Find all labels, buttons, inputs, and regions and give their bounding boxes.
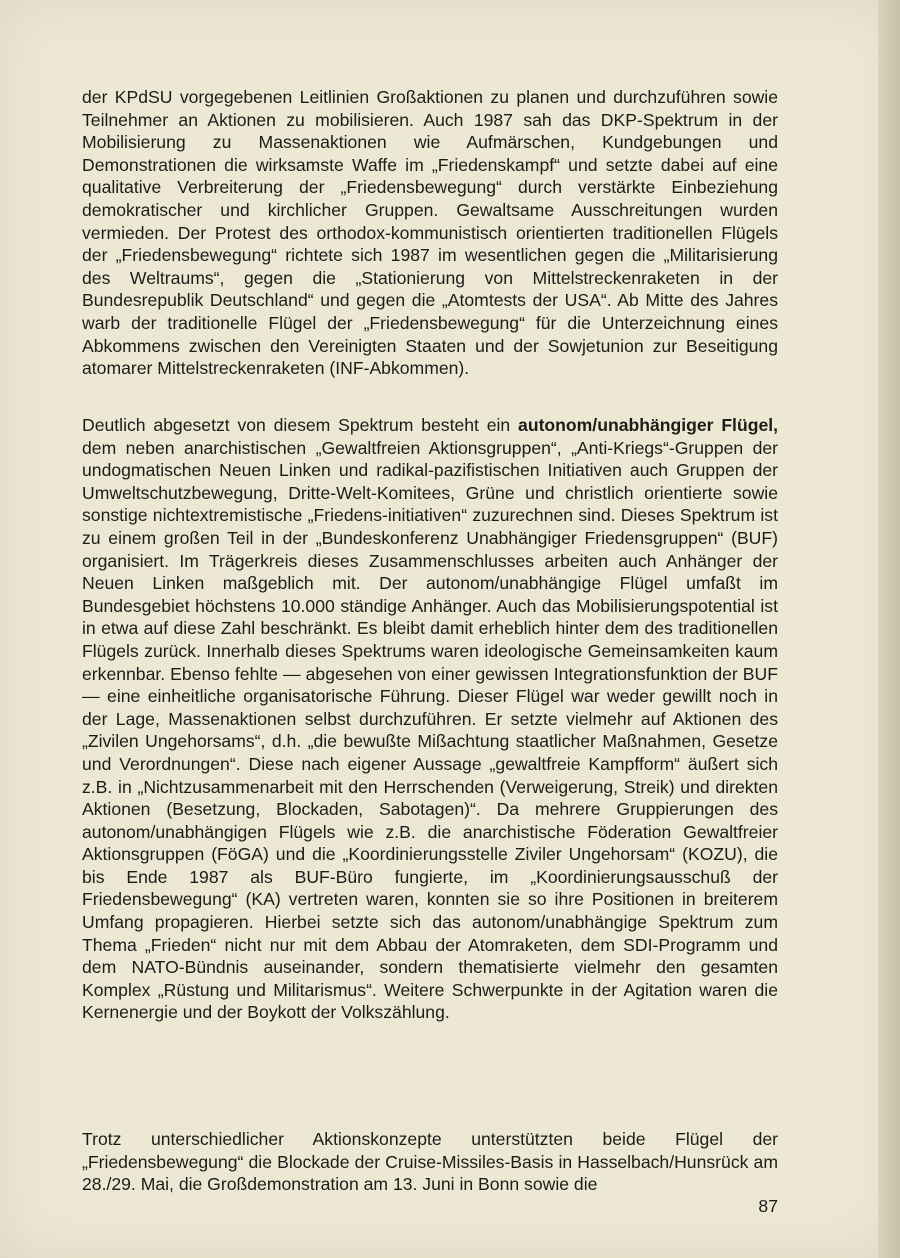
paragraph-2: [82, 414, 778, 1024]
paragraph-3: Trotz unterschiedlicher Aktionskonzepte unterstützten beide Flügel der „Friedensbewegung“ die Blockade der Cruise-Missiles-Basis in Hasselbach/Hunsrück am 28./29. Mai, die Großdemonstration am 13. Juni in Bonn sowie die: [82, 1129, 778, 1195]
page-number: 87: [758, 1196, 778, 1216]
paragraph-2-bold-term: autonom/unabhängiger Flügel,: [518, 415, 779, 435]
page-edge-shadow: [878, 0, 900, 1258]
paragraph-1: der KPdSU vorgegebenen Leitlinien Großaktionen zu planen und durchzuführen sowie Teilnehmer an Aktionen zu mobilisieren. Auch 1987 sah das DKP-Spektrum in der Mobilisierung zu Massenaktionen wie Aufmärschen, Kundgebungen und Demonstrationen die wirksamste Waffe im „Friedenskampf“ und setzte dabei auf eine qualitative Verbreiterung der „Friedensbewegung“ durch verstärkte Einbeziehung demokratischer und kirchlicher Gruppen. Gewaltsame Ausschreitungen wurden vermieden. Der Protest des orthodox-kommunistisch orientierten traditionellen Flügels der „Friedensbewegung“ richtete sich 1987 im wesentlichen gegen die „Militarisierung des Weltraums“, gegen die „Stationierung von Mittelstreckenraketen in der Bundesrepublik Deutschland“ und gegen die „Atomtests der USA“. Ab Mitte des Jahres warb der traditionelle Flügel der „Friedensbewegung“ für die Unterzeichnung eines Abkommens zwischen den Vereinigten Staaten und der Sowjetunion zur Beseitigung atomarer Mittelstreckenraketen (INF-Abkommen).: [82, 87, 778, 379]
paragraph-2-intro: Deutlich abgesetzt von diesem Spektrum besteht ein: [82, 415, 519, 435]
paragraph-2-rest: dem neben anarchistischen „Gewaltfreien Aktionsgruppen“, „Anti-Kriegs“-Gruppen der undogmatischen Neuen Linken und radikal-pazifistischen Initiativen auch Gruppen der Umweltschutzbewegung, Dritte-Welt-Komitees, Grüne und christlich orientierte sowie sonstige nichtextremistische „Friedens-initiativen“ zuzurechnen sind. Dieses Spektrum ist zu einem großen Teil in der „Bundeskonferenz Unabhängiger Friedensgruppen“ (BUF) organisiert. Im Trägerkreis dieses Zusammenschlusses arbeiten auch Anhänger der Neuen Linken maßgeblich mit. Der autonom/unabhängige Flügel umfaßt im Bundesgebiet höchstens 10.000 ständige Anhänger. Auch das Mobilisierungspotential ist in etwa auf diese Zahl beschränkt. Es bleibt damit erheblich hinter dem des traditionellen Flügels zurück. Innerhalb dieses Spektrums waren ideologische Gemeinsamkeiten kaum erkennbar. Ebenso fehlte — abgesehen von einer gewissen Integrationsfunktion der BUF — eine einheitliche organisatorische Führung. Dieser Flügel war weder gewillt noch in der Lage, Massenaktionen selbst durchzuführen. Er setzte vielmehr auf Aktionen des „Zivilen Ungehorsams“, d.h. „die bewußte Mißachtung staatlicher Maßnahmen, Gesetze und Verordnungen“. Diese nach eigener Aussage „gewaltfreie Kampfform“ äußert sich z.B. in „Nichtzusammenarbeit mit den Herrschenden (Verweigerung, Streik) und direkten Aktionen (Besetzung, Blockaden, Sabotagen)“. Da mehrere Gruppierungen des autonom/unabhängigen Flügels wie z.B. die anarchistische Föderation Gewaltfreier Aktionsgruppen (FöGA) und die „Koordinierungsstelle Ziviler Ungehorsam“ (KOZU), die bis Ende 1987 als BUF-Büro fungierte, im „Koordinierungsausschuß der Friedensbewegung“ (KA) vertreten waren, konnten sie so ihre Positionen in breiterem Umfang propagieren. Hierbei setzte sich das autonom/unabhängige Spektrum zum Thema „Frieden“ nicht nur mit dem Abbau der Atomraketen, dem SDI-Programm und dem NATO-Bündnis auseinander, sondern thematisierte vielmehr den gesamten Komplex „Rüstung und Militarismus“. Weitere Schwerpunkte in der Agitation waren die Kernenergie und der Boykott der Volkszählung.: [82, 437, 778, 1023]
